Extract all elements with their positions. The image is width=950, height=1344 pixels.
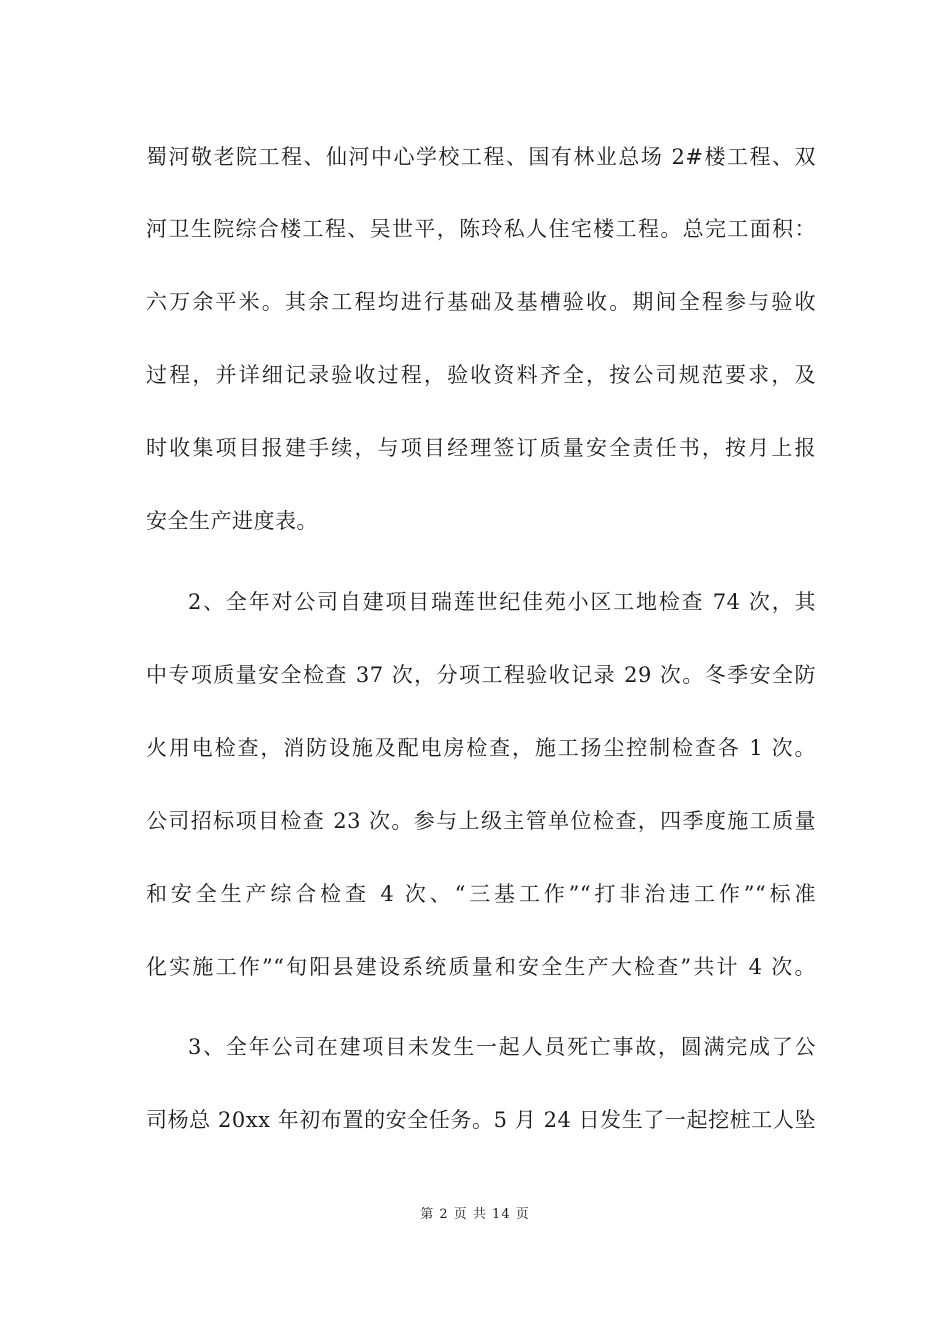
paragraph-line-11: 和安全生产综合检查 4 次、“三基工作”“打非治违工作”“标准 bbox=[146, 882, 816, 906]
paragraph-line-3: 六万余平米。其余工程均进行基础及基槽验收。期间全程参与验收 bbox=[146, 290, 816, 314]
paragraph-line-5: 时收集项目报建手续，与项目经理签订质量安全责任书，按月上报 bbox=[146, 436, 816, 460]
paragraph-line-6: 安全生产进度表。 bbox=[146, 509, 318, 533]
paragraph-line-9: 火用电检查，消防设施及配电房检查，施工扬尘控制检查各 1 次。 bbox=[146, 736, 816, 760]
paragraph-line-14: 司杨总 20xx 年初布置的安全任务。5 月 24 日发生了一起挖桩工人坠 bbox=[146, 1108, 816, 1132]
paragraph-line-8: 中专项质量安全检查 37 次，分项工程验收记录 29 次。冬季安全防 bbox=[146, 663, 816, 687]
paragraph-line-4: 过程，并详细记录验收过程，验收资料齐全，按公司规范要求，及 bbox=[146, 363, 816, 387]
paragraph-line-2: 河卫生院综合楼工程、吴世平，陈玲私人住宅楼工程。总完工面积： bbox=[146, 217, 816, 241]
paragraph-line-13: 3、全年公司在建项目未发生一起人员死亡事故，圆满完成了公 bbox=[188, 1035, 816, 1059]
paragraph-line-10: 公司招标项目检查 23 次。参与上级主管单位检查，四季度施工质量 bbox=[146, 809, 816, 833]
paragraph-line-1: 蜀河敬老院工程、仙河中心学校工程、国有林业总场 2#楼工程、双 bbox=[146, 145, 816, 169]
page-footer: 第 2 页 共 14 页 bbox=[420, 1207, 530, 1222]
paragraph-line-12: 化实施工作”“旬阳县建设系统质量和安全生产大检查”共计 4 次。 bbox=[146, 955, 816, 979]
paragraph-line-7: 2、全年对公司自建项目瑞莲世纪佳苑小区工地检查 74 次，其 bbox=[188, 590, 816, 614]
